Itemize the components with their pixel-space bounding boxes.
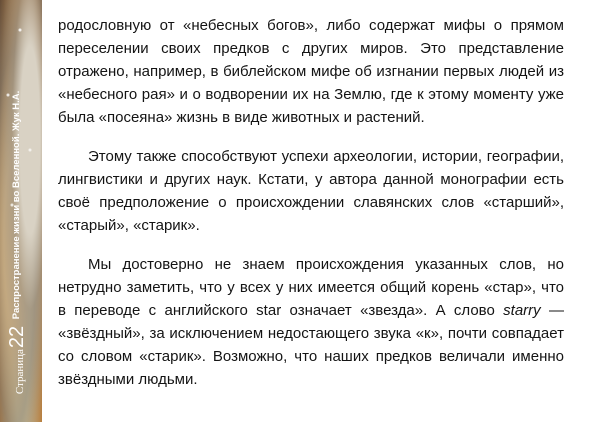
page-number-block — [7, 310, 27, 410]
paragraph — [58, 14, 564, 129]
paragraph — [58, 253, 564, 391]
paragraph — [58, 145, 564, 237]
paragraph-text: Мы достоверно не знаем происхождения указанных слов, но нетрудно заметить, что у всех у них имеется общий корень «стар», что в переводе с английского star означает «звезда». А слово — [58, 256, 564, 319]
page-label: Страница — [14, 349, 26, 395]
paragraph-text: — «звёздный», за исключением недостающего звука «к», почти совпадает со словом «старик». Возможно, что наших предков величали именно звёздными людьми. — [58, 302, 564, 388]
book-title-vertical: Распространение жизни во Вселенной. Жук Н.А. — [11, 90, 22, 320]
page-number: 22 — [6, 325, 28, 349]
italic-word: starry — [503, 302, 541, 319]
paragraph-text: Этому также способствуют успехи археологии, истории, географии, лингвистики и других наук. Кстати, у автора данной монографии есть своё предположение о происхождении славянских слов «старший», «старый», «старик». — [58, 148, 564, 234]
cover-art-strip — [0, 0, 42, 422]
body-text — [58, 14, 564, 407]
paragraph-text: родословную от «небесных богов», либо содержат мифы о прямом переселении своих предков с других миров. Это представление отражено, например, в библейском мифе об изгнании первых людей из «небесного рая» и о водворении их на Землю, где к этому моменту уже была «посеяна» жизнь в виде животных и растений. — [58, 17, 564, 126]
